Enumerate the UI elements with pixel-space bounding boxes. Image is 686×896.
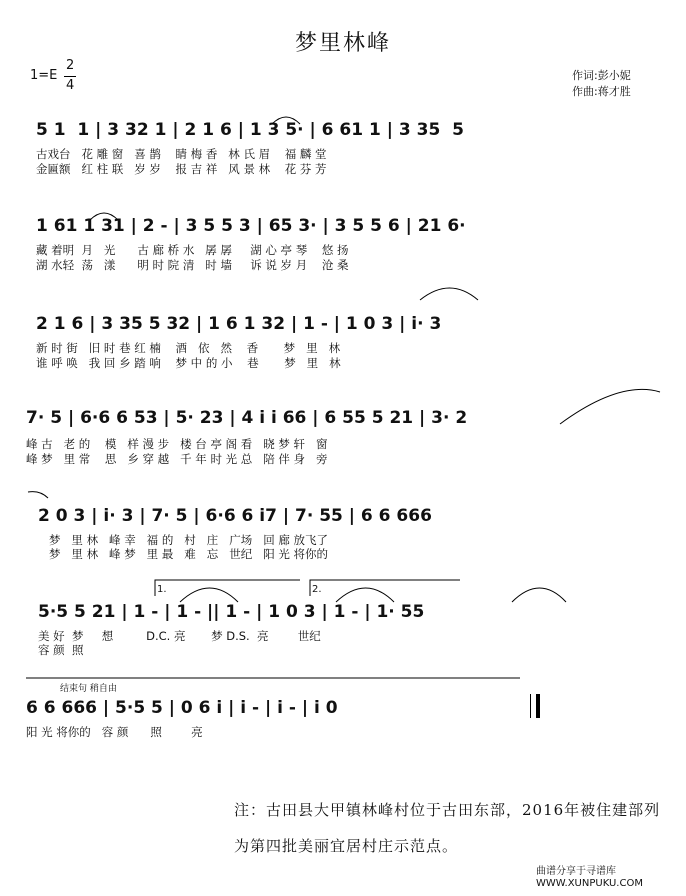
- page-title: 梦里林峰: [294, 31, 391, 56]
- time-signature-top: 2: [66, 58, 75, 73]
- lyrics-verse-1: 阳 光 将你的 容 颜 照 亮: [26, 725, 203, 739]
- lyrics-verse-2: 金匾额 红 柱 联 岁 岁 报 吉 祥 风 景 林 花 芬 芳: [36, 162, 327, 176]
- composer: 作曲:蒋才胜: [572, 85, 631, 98]
- lyrics-verse-2: 容 颜 照: [38, 643, 84, 657]
- notes-line: 2 1 6 | 3 35 5 32 | 1 6 1 32 | 1 - | 1 0 3 | i· 3: [36, 314, 442, 334]
- lyrics-verse-1: 新 时 街 旧 时 巷 红 楠 酒 依 然 香 梦 里 林: [36, 341, 341, 355]
- score-row-4: [0, 408, 686, 508]
- notes-line: 6 6 666 | 5·5 5 | 0 6 i | i - | i - | i 0: [26, 698, 338, 718]
- score-row-2: [0, 216, 686, 316]
- lyrics-verse-1: 古戏台 花 雕 窗 喜 鹊 睛 梅 香 林 氏 眉 福 麟 堂: [36, 147, 327, 161]
- watermark-line-1: 曲谱分享于寻谱库: [536, 866, 616, 877]
- notes-line: 5·5 5 21 | 1 - | 1 - || 1 - | 1 0 3 | 1 - | 1· 55: [38, 602, 425, 622]
- notes-line: 5 1 1 | 3 32 1 | 2 1 6 | 1 3 5· | 6 61 1 | 3 35 5: [36, 120, 464, 140]
- lyrics-verse-1: 梦 里 林 峰 幸 福 的 村 庄 广场 回 廊 放飞了: [38, 533, 329, 547]
- lyrics-verse-1: 美 好 梦 想 D.C. 亮 梦 D.S. 亮 世纪: [38, 629, 321, 643]
- score-row-1: [0, 120, 686, 220]
- notes-line: 1 61 1 31 | 2 - | 3 5 5 3 | 65 3· | 3 5 5 6 | 21 6·: [36, 216, 466, 236]
- lyrics-verse-2: 湖 水轻 荡 漾 明 时 院 清 时 墙 诉 说 岁 月 沧 桑: [36, 258, 349, 272]
- notes-line: 7· 5 | 6·6 6 53 | 5· 23 | 4 i i 66 | 6 55 5 21 | 3· 2: [26, 408, 468, 428]
- notes-line: 2 0 3 | i· 3 | 7· 5 | 6·6 6 i7 | 7· 55 | 6 6 666: [38, 506, 432, 526]
- time-signature-bottom: 4: [66, 78, 75, 93]
- credits: [572, 68, 631, 100]
- score-row-5: [0, 506, 686, 606]
- key-signature: 1=E: [30, 68, 58, 83]
- ending-label: [60, 681, 117, 694]
- volta-2-label: 2.: [312, 584, 322, 595]
- ending-phrase-label: 结束句: [60, 684, 88, 694]
- time-signature-line: [64, 76, 76, 77]
- score-row-7: [0, 698, 686, 798]
- score-row-3: [0, 314, 686, 414]
- lyricist: 作词:彭小妮: [572, 69, 631, 82]
- lyrics-verse-2: 梦 里 林 峰 梦 里 最 难 忘 世纪 阳 光 将你的: [38, 547, 329, 561]
- tempo-label: 稍自由: [89, 684, 117, 694]
- volta-1-label: 1.: [157, 584, 167, 595]
- watermark-line-2: WWW.XUNPUKU.COM: [536, 878, 643, 889]
- lyrics-verse-1: 峰 古 老 的 模 样 漫 步 楼 台 亭 阁 看 晓 梦 轩 窗: [26, 437, 328, 451]
- footnote: 注：古田县大甲镇林峰村位于古田东部，2016年被住建部列为第四批美丽宜居村庄示范点。: [234, 801, 661, 855]
- lyrics-verse-2: 谁 呼 唤 我 回 乡 踏 响 梦 中 的 小 巷 梦 里 林: [36, 356, 341, 370]
- lyrics-verse-1: 藏 着明 月 光 古 廊 桥 水 孱 孱 湖 心 亭 琴 悠 扬: [36, 243, 349, 257]
- watermark: [536, 866, 643, 890]
- lyrics-verse-2: 峰 梦 里 常 思 乡 穿 越 千 年 时 光 总 陪 伴 身 旁: [26, 452, 328, 466]
